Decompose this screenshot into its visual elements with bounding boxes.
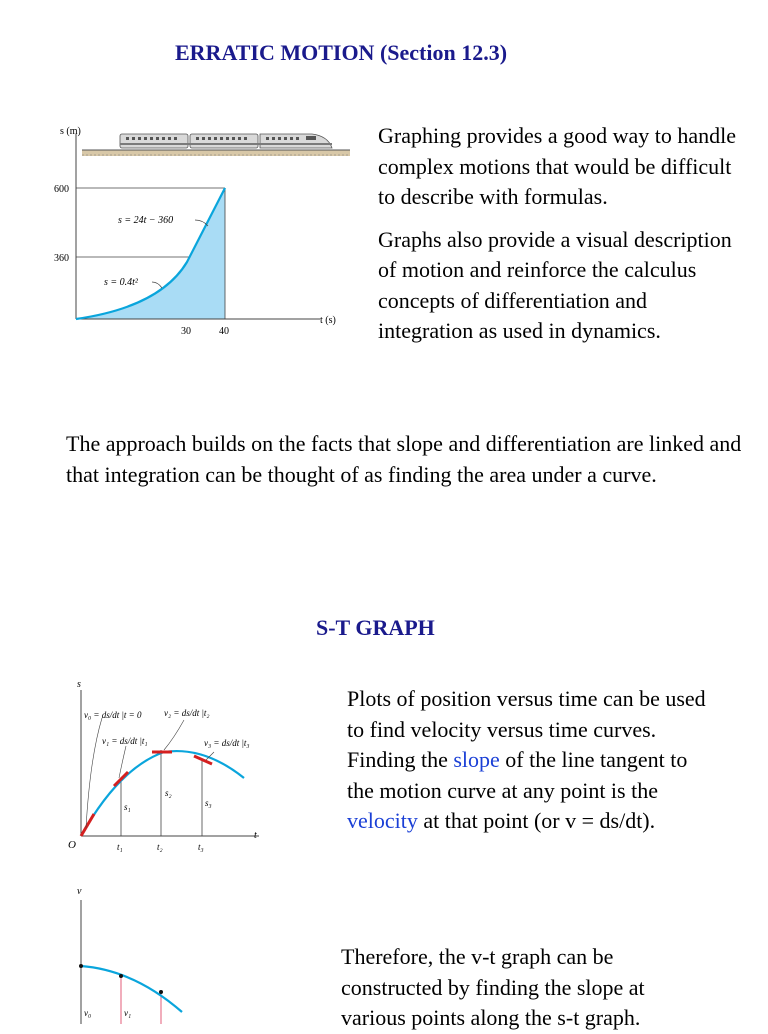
st-text-part-c: at that point (or v = ds/dt). [417, 808, 656, 833]
s2-label: s₂ [165, 788, 172, 798]
therefore-paragraph: Therefore, the v-t graph can be constructed by finding the slope at various points along the s-t graph. [341, 944, 645, 1030]
equation-linear: s = 24t − 360 [118, 215, 174, 226]
v-axis-label: v [77, 886, 82, 897]
v1-label: v₁ [124, 1008, 132, 1018]
t2-label: t₂ [157, 842, 163, 852]
area-under-curve [76, 188, 225, 319]
position-curve [81, 751, 244, 836]
t1-label: t₁ [117, 842, 123, 852]
v1-equation: v₁ = ds/dt |t₁ [102, 736, 148, 746]
velocity-curve [81, 966, 182, 1012]
section-heading-st-graph: S-T GRAPH [316, 615, 435, 640]
tick-40: 40 [219, 326, 229, 337]
intro-paragraph-3: The approach builds on the facts that slope and differentiation are linked and that integration can be thought of as finding the area under a curve. [66, 431, 742, 487]
x-axis-label: t (s) [320, 315, 336, 326]
intro-text-block [378, 121, 738, 359]
s-axis-label: s [77, 679, 81, 690]
slope-word: slope [453, 747, 500, 772]
intro-paragraph-2: Graphs also provide a visual description of motion and reinforce the calculus concepts of differentiation and integration as used in dynamics. [378, 226, 732, 343]
v2-equation: v₂ = ds/dt |t₂ [164, 708, 210, 718]
t-axis-label: t [254, 830, 257, 841]
train-illustration [120, 134, 332, 148]
origin-label: O [68, 839, 76, 851]
y-axis-label: s (m) [60, 126, 81, 137]
v0-equation: v₀ = ds/dt |t = 0 [84, 710, 142, 720]
st-graph-paragraph [347, 684, 719, 837]
st-text-part-a: Plots of position versus time can be used to find velocity versus time curves. Finding the [347, 686, 706, 772]
intro-paragraph-1: Graphing provides a good way to handle complex motions that would be difficult to describe with formulas. [378, 123, 737, 209]
velocity-word: velocity [347, 808, 418, 833]
page-title: ERRATIC MOTION (Section 12.3) [175, 40, 508, 65]
st-tangent-graph [64, 678, 274, 858]
train-position-graph [50, 122, 360, 337]
t3-label: t₃ [198, 842, 204, 852]
s3-label: s₃ [205, 798, 212, 808]
tick-30: 30 [181, 326, 191, 337]
v3-equation: v₃ = ds/dt |t₃ [204, 738, 250, 748]
vt-graph [64, 880, 204, 1024]
v0-label: v₀ [84, 1008, 92, 1018]
equation-quadratic: s = 0.4t² [104, 277, 138, 288]
st-text-part-b: of the line tangent to the motion curve at any point is the [347, 747, 688, 803]
tick-600: 600 [54, 184, 69, 195]
tick-360: 360 [54, 253, 69, 264]
s1-label: s₁ [124, 802, 131, 812]
